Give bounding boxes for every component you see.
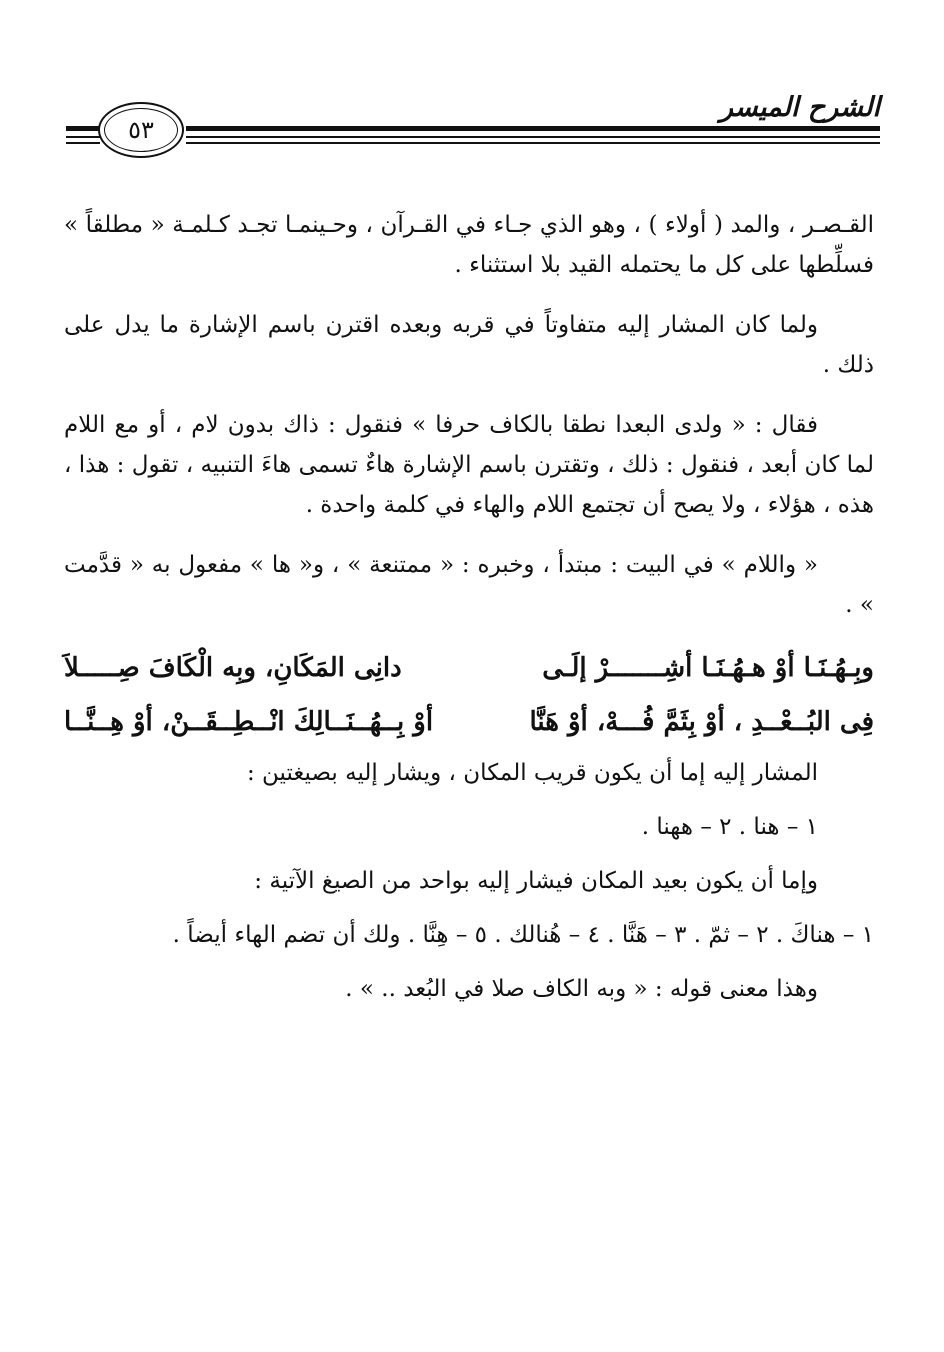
page-number: ٥٣ [128, 116, 154, 144]
list-far-forms: ١ – هناكَ . ٢ – ثمّ . ٣ – هَنَّا . ٤ – هُنالك . ٥ – هِنَّا . ولك أن تضم الهاء أيضاً . [172, 922, 874, 948]
paragraph: ولما كان المشار إليه متفاوتاً في قربه وبعده اقترن باسم الإشارة ما يدل على ذلك . [64, 312, 874, 378]
page-number-badge [98, 102, 184, 158]
paragraph: المشار إليه إما أن يكون قريب المكان ، ويشار إليه بصيغتين : [246, 760, 818, 786]
header-rule [66, 136, 100, 138]
verse-line [64, 645, 874, 691]
paragraph: « واللام » في البيت : مبتدأ ، وخبره : « ممتنعة » ، و« ها » مفعول به « قدَّمت » . [64, 552, 874, 618]
verse-hemistich-right: وبِـهُـنَـا أوْ هـهُـنَـا أشِـــــــرْ إلَـى [542, 653, 874, 683]
header-rule [186, 136, 880, 138]
book-title: الشرح الميسر [719, 92, 880, 123]
list-near-forms: ١ – هنا . ٢ – ههنا . [641, 814, 818, 840]
paragraph: القـصـر ، والمد ( أولاء ) ، وهو الذي جـاء في القـرآن ، وحـينمـا تجـد كـلمـة « مطلقاً » فسلِّطها على كل ما يحتمله القيد بلا استثناء . [64, 212, 874, 278]
header-rule [66, 142, 100, 144]
paragraph: فقال : « ولدى البعدا نطقا بالكاف حرفا » فنقول : ذاك بدون لام ، أو مع اللام لما كان أبعد ، فنقول : ذلك ، وتقترن باسم الإشارة هاءٌ تسمى هاءَ التنبيه ، تقول : هذا ، هذه ، هؤلاء ، ولا يصح أن تجتمع اللام والهاء في كلمة واحدة . [64, 412, 874, 518]
page-header [0, 0, 944, 180]
verse-hemistich-left: أوْ بِــهُــنَــالِكَ انْــطِــقَــنْ، أوْ هِــنَّــا [64, 707, 434, 737]
paragraph: وهذا معنى قوله : « وبه الكاف صلا في البُعد .. » . [345, 976, 818, 1002]
page-body [64, 205, 874, 1029]
verse-hemistich-left: دانِى المَكَانِ، وبِه الْكَافَ صِـــــلاَ [64, 653, 402, 683]
header-rule [66, 126, 100, 131]
paragraph: وإما أن يكون بعيد المكان فيشار إليه بواحد من الصيغ الآتية : [254, 868, 818, 894]
verse-hemistich-right: فِى البُــعْــدِ ، أوْ بِثَمَّ فُـــهْ، أوْ هَنَّا [529, 707, 874, 737]
verse-line [64, 699, 874, 745]
header-rule [186, 142, 880, 144]
header-rule [186, 126, 880, 131]
